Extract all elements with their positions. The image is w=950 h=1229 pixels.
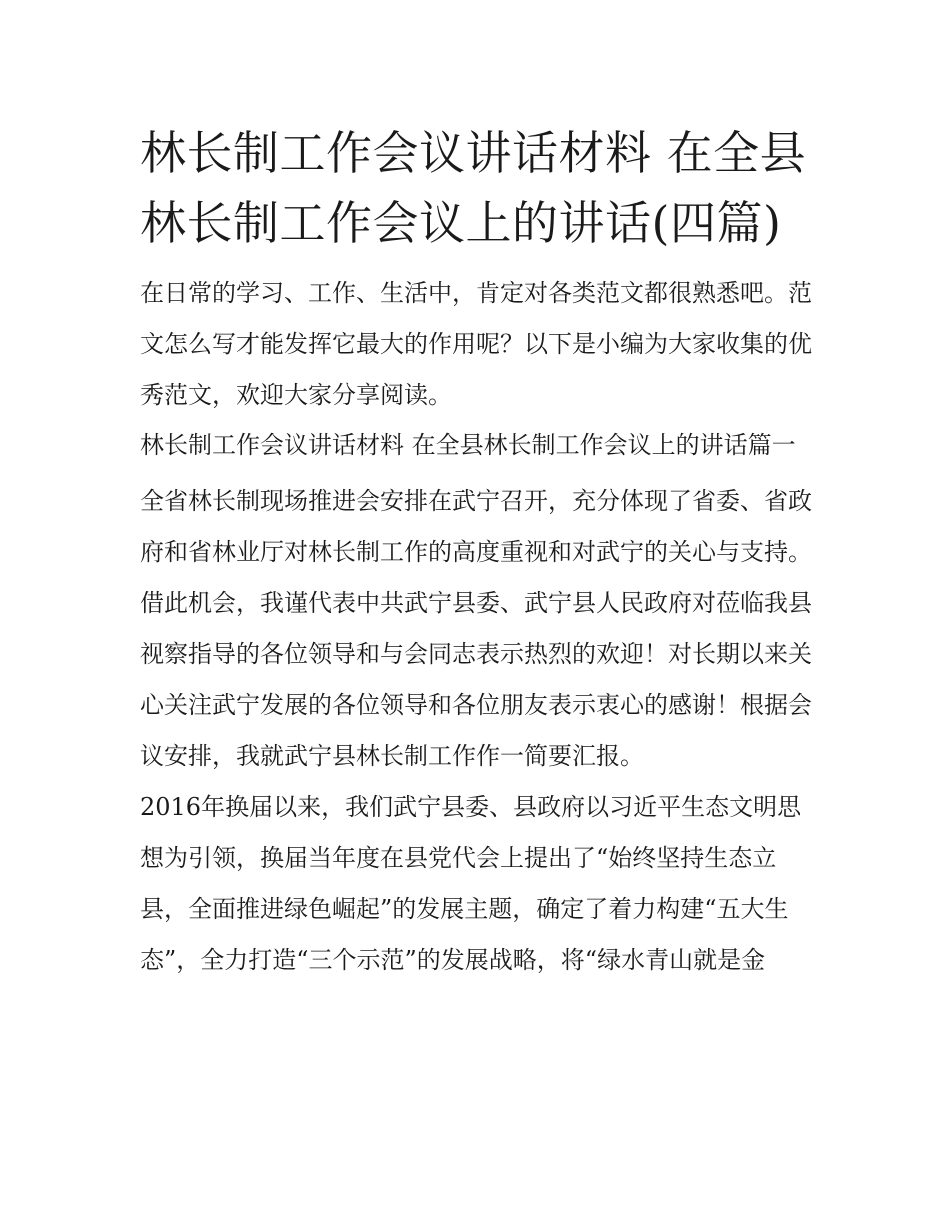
document-title: 林长制工作会议讲话材料 在全县林长制工作会议上的讲话(四篇) — [140, 126, 807, 250]
body-paragraph: 全省林长制现场推进会安排在武宁召开，充分体现了省委、省政府和省林业厅对林长制工作的高度重视和对武宁的关心与支持。借此机会，我谨代表中共武宁县委、武宁县人民政府对莅临我县视察指导的各位领导和与会同志表示热烈的欢迎！对长期以来关心关注武宁发展的各位领导和各位朋友表示衷心的感谢！根据会议安排，我就武宁县林长制工作作一简要汇报。 — [140, 487, 812, 770]
body-paragraph: 2016年换届以来，我们武宁县委、县政府以习近平生态文明思想为引领，换届当年度在县党代会上提出了“始终坚持生态立县，全面推进绿色崛起”的发展主题，确定了着力构建“五大生态”，全力打造“三个示范”的发展战略，将“绿水青山就是金 — [140, 793, 802, 974]
document-page — [140, 118, 812, 986]
intro-paragraph: 在日常的学习、工作、生活中，肯定对各类范文都很熟悉吧。范文怎么写才能发挥它最大的作用呢？以下是小编为大家收集的优秀范文，欢迎大家分享阅读。 — [140, 279, 812, 409]
section-heading: 林长制工作会议讲话材料 在全县林长制工作会议上的讲话篇一 — [140, 431, 796, 459]
